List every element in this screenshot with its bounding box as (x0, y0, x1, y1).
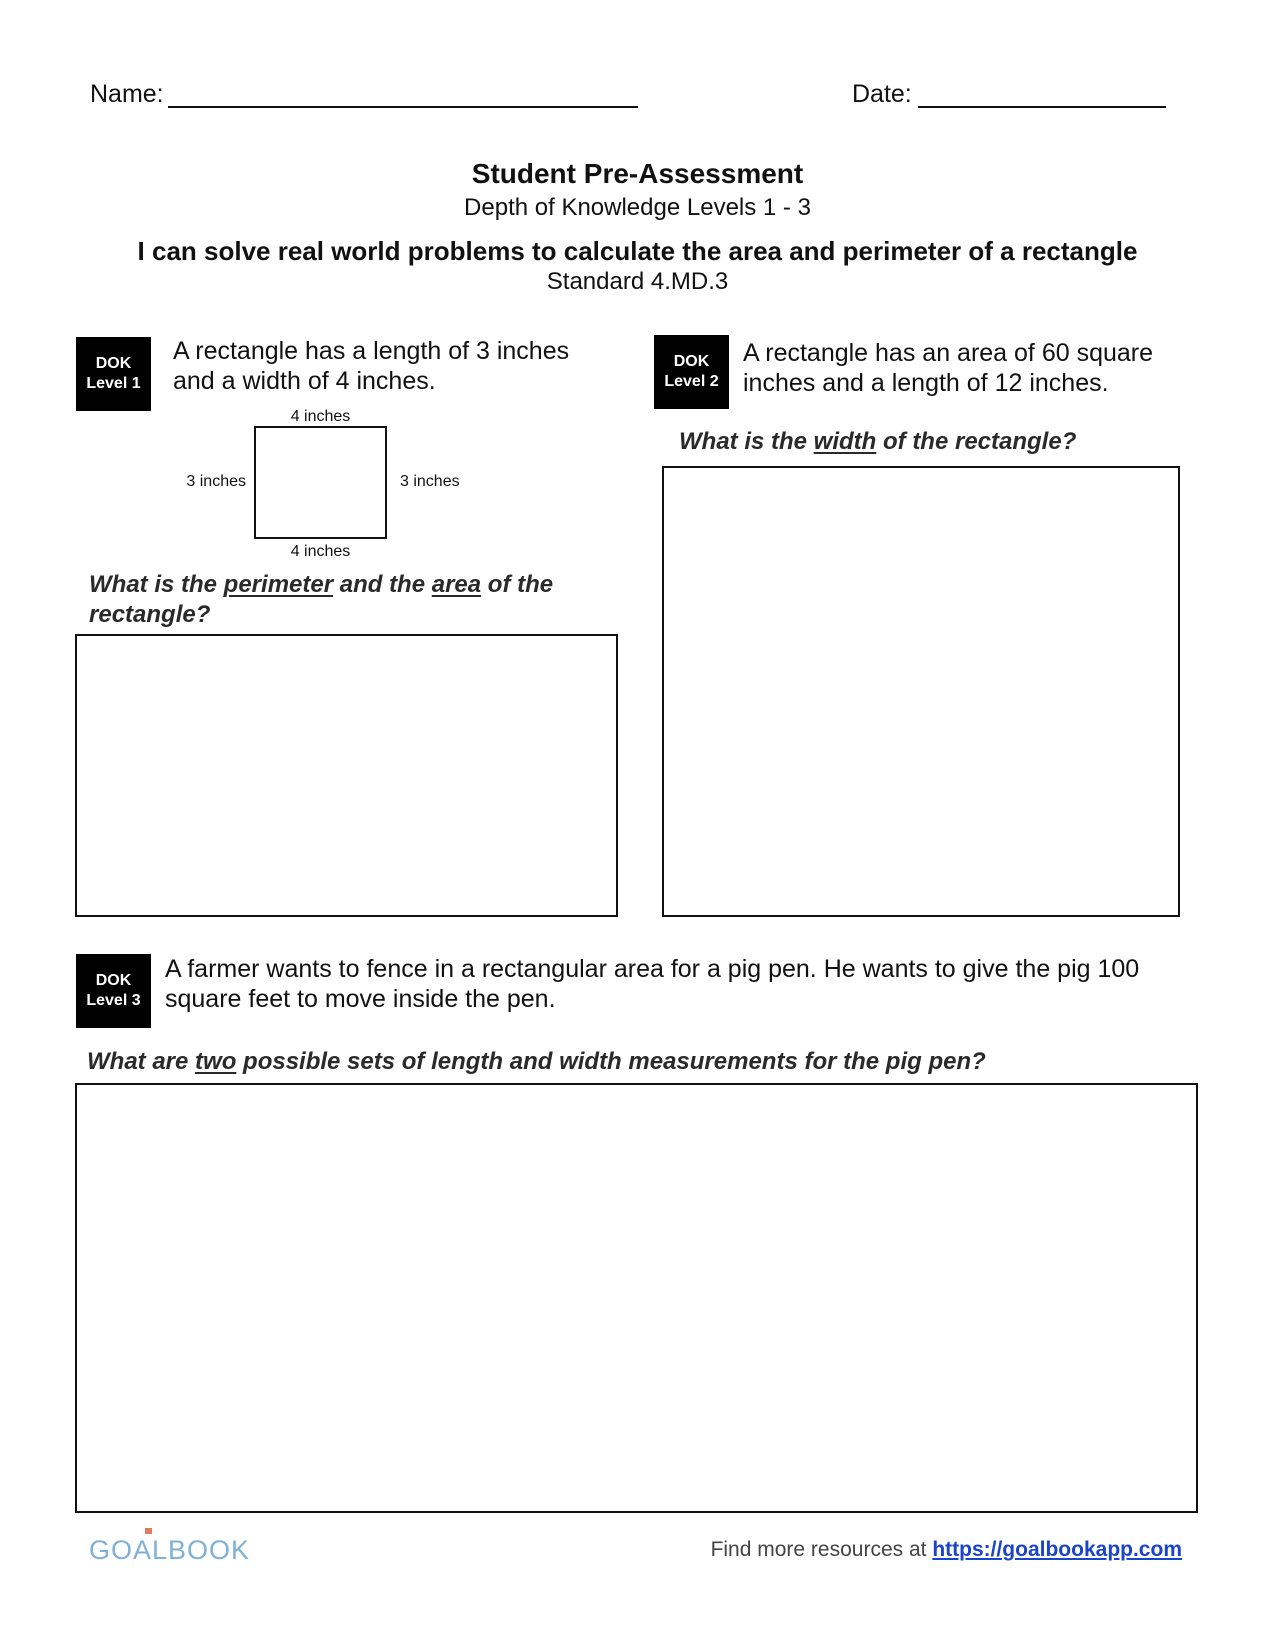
dok-level-2-badge (654, 335, 729, 409)
q3-text: A farmer wants to fence in a rectangular area for a pig pen. He wants to give the pig 100 square feet to move inside the pen. (165, 955, 1140, 1013)
diagram-left-label: 3 inches (186, 473, 246, 490)
q1-text: A rectangle has a length of 3 inches and a width of 4 inches. (173, 337, 570, 395)
diagram-top-label: 4 inches (290, 408, 351, 425)
underlined-area: area (431, 571, 482, 598)
badge-dok-text: DOK (95, 355, 132, 372)
q3-prompt: What are two possible sets of length and width measurements for the pig pen? (87, 1048, 986, 1075)
logo-flag-icon (145, 1528, 152, 1534)
goalbook-link[interactable]: https://goalbookapp.com (932, 1538, 1182, 1561)
date-field[interactable] (918, 106, 1166, 108)
q1-answer-box[interactable] (75, 634, 618, 917)
underlined-two: two (195, 1048, 237, 1075)
dok-level-3-badge (76, 954, 151, 1028)
q1-prompt: What is the perimeter and the area of the rectangle? (89, 571, 554, 628)
footer-resources: Find more resources at https://goalbookapp.com (710, 1538, 1182, 1561)
standard-code: Standard 4.MD.3 (546, 268, 729, 295)
page-subtitle: Depth of Knowledge Levels 1 - 3 (464, 194, 811, 221)
q2-text: A rectangle has an area of 60 square inches and a length of 12 inches. (743, 339, 1154, 397)
rectangle-diagram (254, 426, 387, 539)
badge-dok-text: DOK (673, 353, 710, 370)
goalbook-logo: GOALBOOK (89, 1535, 251, 1565)
q2-answer-box[interactable] (662, 466, 1180, 917)
diagram-bottom-label: 4 inches (290, 543, 351, 560)
page-title: Student Pre-Assessment (471, 158, 804, 189)
underlined-width: width (813, 428, 877, 455)
learning-objective: I can solve real world problems to calculate the area and perimeter of a rectangle (137, 236, 1138, 266)
q3-answer-box[interactable] (75, 1083, 1198, 1513)
q2-prompt: What is the width of the rectangle? (679, 428, 1077, 455)
name-label: Name: (90, 80, 164, 108)
date-label: Date: (852, 80, 912, 108)
badge-level-text: Level 3 (86, 992, 141, 1009)
diagram-right-label: 3 inches (400, 473, 460, 490)
dok-level-1-badge (76, 337, 151, 411)
badge-level-text: Level 2 (664, 373, 719, 390)
underlined-perimeter: perimeter (223, 571, 334, 598)
badge-level-text: Level 1 (86, 375, 141, 392)
badge-dok-text: DOK (95, 972, 132, 989)
name-field[interactable] (168, 106, 638, 108)
